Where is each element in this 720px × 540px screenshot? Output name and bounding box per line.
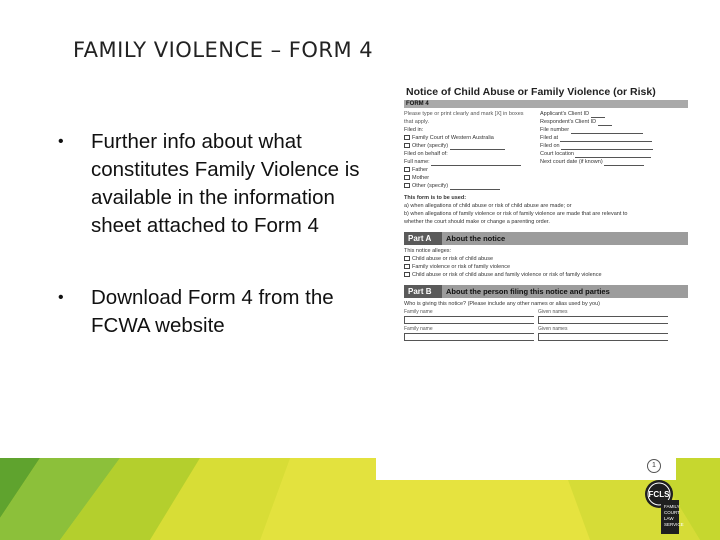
form-line: Father <box>412 167 428 173</box>
page-number: 1 <box>647 459 661 473</box>
form-line: Please type or print clearly and mark [X] in boxes <box>404 111 524 117</box>
checkbox-icon <box>404 175 410 180</box>
field-box <box>538 333 668 341</box>
field-label: Given names <box>538 309 568 315</box>
fcls-logo-icon <box>645 478 705 534</box>
part-a-heading: About the notice <box>442 232 688 245</box>
bullet-item <box>58 128 378 240</box>
checkbox-icon <box>404 183 410 188</box>
svg-text:FAMILY: FAMILY <box>664 504 680 509</box>
field-label: Given names <box>538 326 568 332</box>
svg-text:SERVICE: SERVICE <box>664 522 684 527</box>
form-line: a) when allegations of child abuse or risk of child abuse are made; or <box>404 203 572 209</box>
form-line: Next court date (if known) <box>540 159 603 165</box>
form-title: Notice of Child Abuse or Family Violence (or Risk) <box>406 86 656 98</box>
part-b-header <box>404 285 688 298</box>
form-used-heading: This form is to be used: <box>404 195 467 201</box>
form-line: Family Court of Western Australia <box>412 135 494 141</box>
form-line: Child abuse or risk of child abuse and family violence or risk of family violence <box>412 272 602 278</box>
form-label-bar: FORM 4 <box>404 100 688 108</box>
form-line: Applicant's Client ID <box>540 111 590 117</box>
bullet-marker: • <box>58 289 64 306</box>
form-preview-image <box>376 80 676 480</box>
bullet-text: Further info about what constitutes Family Violence is available in the information sheet attached to Form 4 <box>91 130 360 237</box>
form-line: Other (specify) <box>412 143 449 149</box>
field-box <box>538 316 668 324</box>
checkbox-icon <box>404 256 410 261</box>
form-line: Other (specify) <box>412 183 449 189</box>
svg-text:LAW: LAW <box>664 516 674 521</box>
form-line: Full name: <box>404 159 430 165</box>
form-line: Filed on <box>540 143 560 149</box>
bullet-text: Download Form 4 from the FCWA website <box>91 286 334 337</box>
form-line: Court location <box>540 151 574 157</box>
checkbox-icon <box>404 143 410 148</box>
form-line: This notice alleges: <box>404 248 452 254</box>
form-line: Filed at <box>540 135 559 141</box>
slide-title: FAMILY VIOLENCE – FORM 4 <box>73 38 374 62</box>
form-line: Mother <box>412 175 430 181</box>
checkbox-icon <box>404 272 410 277</box>
field-box <box>404 333 534 341</box>
svg-text:FCLS: FCLS <box>648 490 670 499</box>
part-a-label: Part A <box>404 232 442 245</box>
form-line: Respondent's Client ID <box>540 119 597 125</box>
svg-text:COURT: COURT <box>664 510 680 515</box>
checkbox-icon <box>404 167 410 172</box>
part-b-label: Part B <box>404 285 442 298</box>
fcls-logo <box>645 478 705 539</box>
form-right-column <box>532 110 660 190</box>
bullet-list <box>58 128 378 384</box>
form-line: b) when allegations of family violence or risk of family violence are made that are relevant to <box>404 211 628 217</box>
form-line: File number <box>540 127 570 133</box>
bullet-item <box>58 284 378 340</box>
part-b-heading: About the person filing this notice and parties <box>442 285 688 298</box>
form-line: that apply. <box>404 119 429 125</box>
part-a-header <box>404 232 688 245</box>
form-line: Filed in: <box>404 127 424 133</box>
checkbox-icon <box>404 264 410 269</box>
bullet-marker: • <box>58 133 64 150</box>
form-line: Family violence or risk of family violence <box>412 264 511 270</box>
checkbox-icon <box>404 135 410 140</box>
form-line: Who is giving this notice? (Please include any other names or alias used by you) <box>404 301 600 307</box>
form-line: Child abuse or risk of child abuse <box>412 256 494 262</box>
form-line: whether the court should make or change a parenting order. <box>404 219 550 225</box>
field-box <box>404 316 534 324</box>
form-left-column <box>404 110 532 190</box>
field-label: Family name <box>404 326 433 332</box>
field-label: Family name <box>404 309 433 315</box>
form-line: Filed on behalf of: <box>404 151 448 157</box>
